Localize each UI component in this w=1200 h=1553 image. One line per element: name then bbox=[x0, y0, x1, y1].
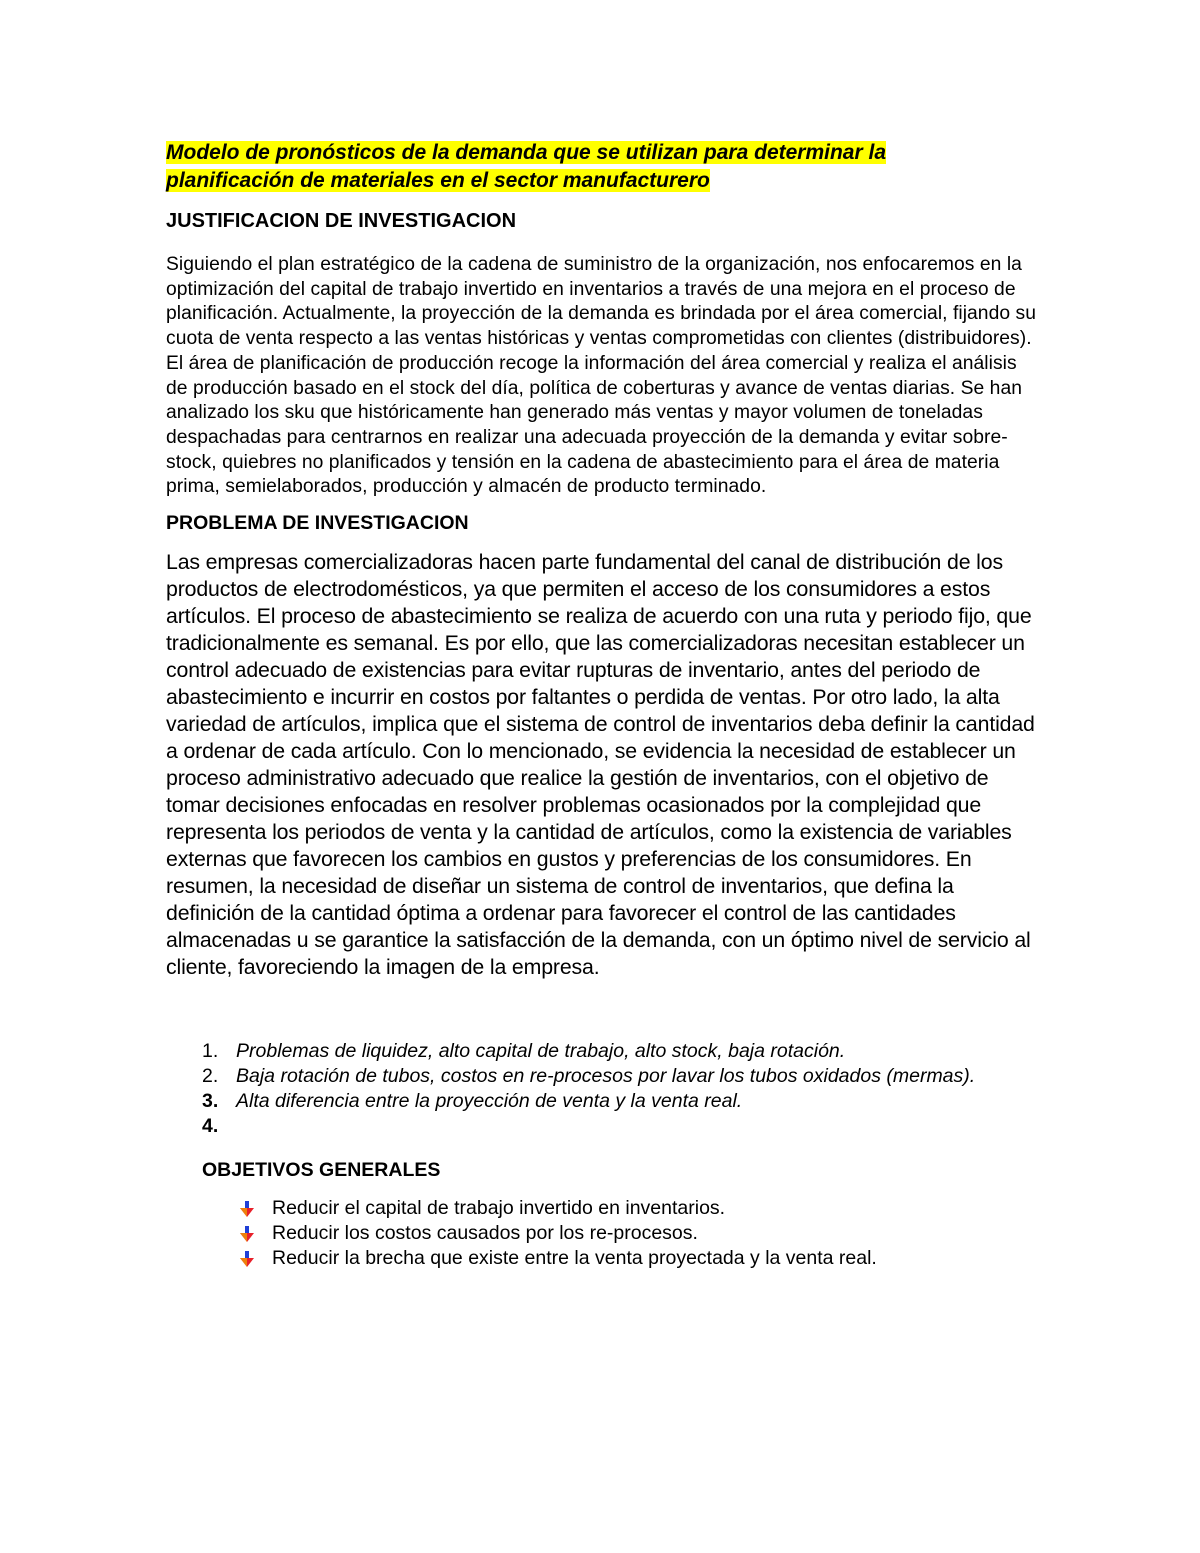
arrow-bullet-icon bbox=[238, 1250, 256, 1268]
justificacion-paragraph: Siguiendo el plan estratégico de la cadena de suministro de la organización, nos enfocaremos en la optimización del capital de trabajo invertido en inventarios a través de una mejora en el proceso de planificación. Actualmente, la proyección de la demanda es brindada por el área comercial, fijando su cuota de venta respecto a las ventas históricas y ventas comprometidas con clientes (distribuidores). El área de planificación de producción recoge la información del área comercial y realiza el análisis de producción basado en el stock del día, política de coberturas y avance de ventas diarias. Se han analizado los sku que históricamente han generado más ventas y mayor volumen de toneladas despachadas para centrarnos en realizar una adecuada proyección de la demanda y evitar sobre-stock, quiebres no planificados y tensión en la cadena de abastecimiento para el área de materia prima, semielaborados, producción y almacén de producto terminado. bbox=[166, 254, 1037, 498]
document-page bbox=[166, 140, 1036, 1271]
list-number: 1. bbox=[202, 1040, 219, 1063]
list-item-text bbox=[236, 1115, 241, 1137]
title-line-1: Modelo de pronósticos de la demanda que se utilizan para determinar la bbox=[166, 141, 886, 164]
heading-justificacion: JUSTIFICACION DE INVESTIGACION bbox=[166, 210, 517, 232]
arrow-bullet-icon bbox=[238, 1200, 256, 1218]
list-item bbox=[166, 1221, 1036, 1246]
list-number: 3. bbox=[202, 1090, 219, 1113]
list-item-text: Reducir el capital de trabajo invertido en inventarios. bbox=[272, 1197, 726, 1220]
document-title bbox=[166, 140, 1036, 196]
problema-paragraph: Las empresas comercializadoras hacen parte fundamental del canal de distribución de los productos de electrodomésticos, ya que permiten el acceso de los consumidores a estos artículos. El proceso de abastecimiento se realiza de acuerdo con una ruta y periodo fijo, que tradicionalmente es semanal. Es por ello, que las comercializadoras necesitan establecer un control adecuado de existencias para evitar rupturas de inventario, antes del periodo de abastecimiento e incurrir en costos por faltantes o perdida de ventas. Por otro lado, la alta variedad de artículos, implica que el sistema de control de inventarios deba definir la cantidad a ordenar de cada artículo. Con lo mencionado, se evidencia la necesidad de establecer un proceso administrativo adecuado que realice la gestión de inventarios, con el objetivo de tomar decisiones enfocadas en resolver problemas ocasionados por la complejidad que representa los periodos de venta y la cantidad de artículos, como la existencia de variables externas que favorecen los cambios en gustos y preferencias de los consumidores. En resumen, la necesidad de diseñar un sistema de control de inventarios, que defina la definición de la cantidad óptima a ordenar para favorecer el control de las cantidades almacenadas u se garantice la satisfacción de la demanda, con un óptimo nivel de servicio al cliente, favoreciendo la imagen de la empresa. bbox=[166, 550, 1035, 980]
objetivos-list bbox=[166, 1196, 1036, 1271]
heading-problema: PROBLEMA DE INVESTIGACION bbox=[166, 512, 469, 535]
list-item bbox=[166, 1089, 1036, 1114]
list-number: 4. bbox=[202, 1115, 219, 1138]
list-item-text: Alta diferencia entre la proyección de venta y la venta real. bbox=[236, 1090, 743, 1113]
list-item bbox=[166, 1039, 1036, 1064]
list-item bbox=[166, 1114, 1036, 1139]
list-number: 2. bbox=[202, 1065, 219, 1088]
list-item bbox=[166, 1196, 1036, 1221]
list-item bbox=[166, 1064, 1036, 1089]
heading-objetivos: OBJETIVOS GENERALES bbox=[202, 1159, 441, 1182]
arrow-bullet-icon bbox=[238, 1225, 256, 1243]
list-item bbox=[166, 1246, 1036, 1271]
list-item-text: Reducir la brecha que existe entre la venta proyectada y la venta real. bbox=[272, 1247, 877, 1270]
list-item-text: Problemas de liquidez, alto capital de trabajo, alto stock, baja rotación. bbox=[236, 1040, 846, 1063]
title-line-2: planificación de materiales en el sector manufacturero bbox=[166, 169, 710, 192]
problems-list bbox=[166, 1039, 1036, 1139]
list-item-text: Baja rotación de tubos, costos en re-procesos por lavar los tubos oxidados (mermas). bbox=[236, 1065, 976, 1088]
list-item-text: Reducir los costos causados por los re-procesos. bbox=[272, 1222, 698, 1245]
